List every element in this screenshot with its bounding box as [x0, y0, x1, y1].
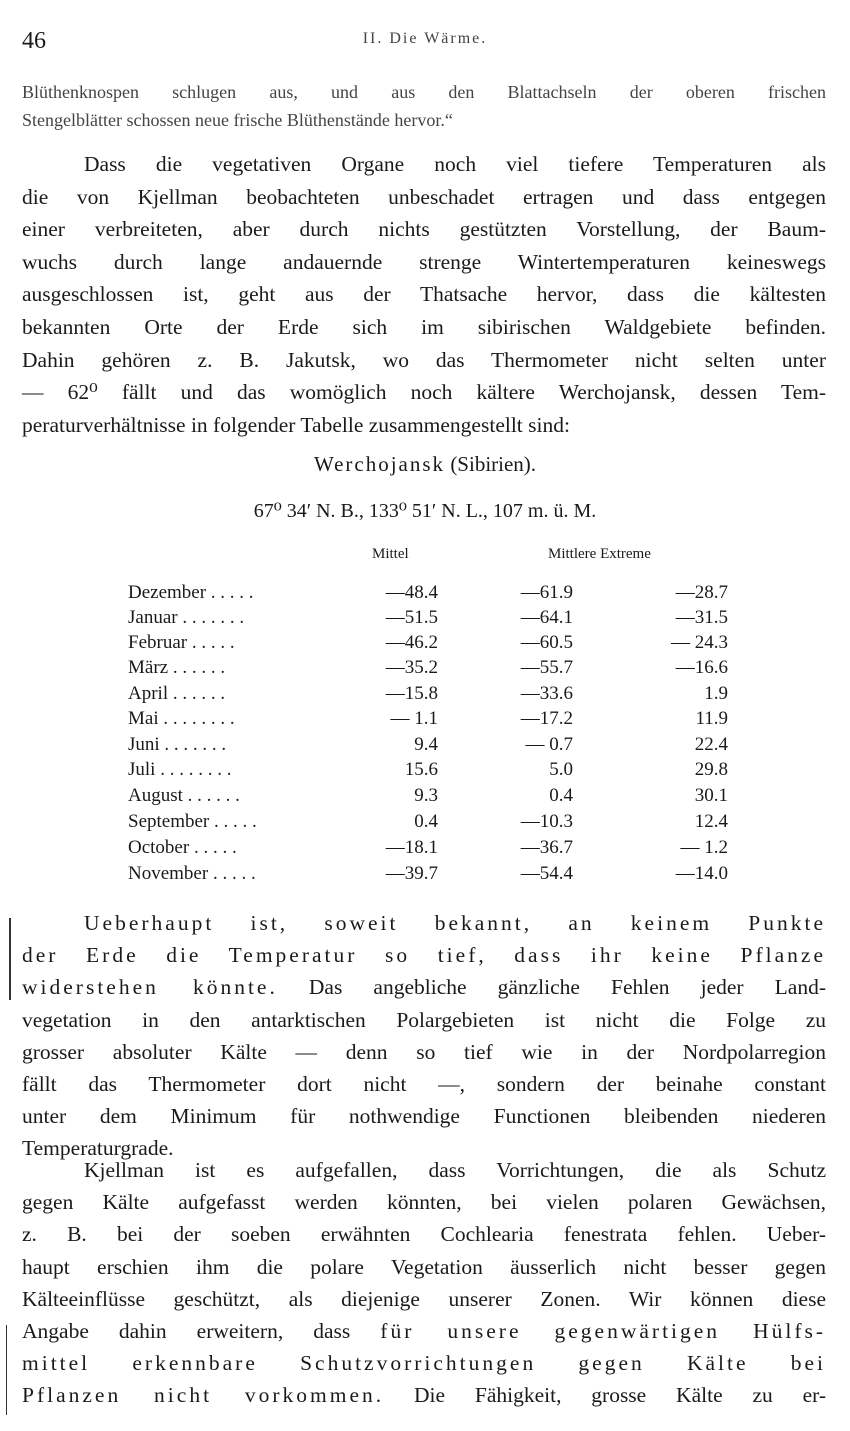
- max-cell: 11.9: [695, 708, 728, 729]
- paragraph-1: [22, 148, 826, 441]
- min-cell: —55.7: [520, 657, 573, 678]
- quote-tail: [22, 78, 826, 134]
- text-line: grosser absoluter Kälte — denn so tief wie in der Nordpolarregion: [22, 1039, 826, 1064]
- max-cell: 29.8: [694, 759, 728, 780]
- text-line: [22, 1379, 826, 1411]
- text-line: wuchs durch lange andauernde strenge Wintertemperaturen keineswegs: [22, 249, 826, 274]
- min-cell: —61.9: [520, 582, 573, 603]
- margin-mark: [9, 918, 11, 1000]
- month-cell: Juni . . . . . . .: [128, 734, 227, 755]
- max-cell: —16.6: [675, 657, 728, 678]
- min-cell: — 0.7: [525, 734, 573, 755]
- mean-cell: —48.4: [385, 582, 438, 603]
- text-line: gegen Kälte aufgefasst werden könnten, bei vielen polaren Gewächsen,: [22, 1190, 826, 1215]
- text-line: [22, 148, 826, 181]
- text-line: [22, 907, 826, 939]
- table-row: [128, 582, 728, 607]
- min-cell: —54.4: [520, 863, 573, 884]
- spaced-text: Ueberhaupt ist, soweit bekannt, an keinem Punkte: [84, 911, 826, 935]
- table-row: [128, 785, 728, 810]
- mean-cell: —46.2: [385, 632, 438, 653]
- mean-cell: —15.8: [385, 683, 438, 704]
- max-cell: 12.4: [694, 811, 728, 832]
- running-head: II. Die Wärme.: [362, 30, 488, 47]
- text-span: Dass die vegetativen Organe noch viel tiefere Temperaturen als: [84, 152, 826, 176]
- mean-cell: 9.3: [414, 785, 438, 806]
- max-cell: 22.4: [694, 734, 728, 755]
- text-line: einer verbreiteten, aber durch nichts gestützten Vorstellung, der Baum-: [22, 217, 826, 242]
- max-cell: —14.0: [675, 863, 728, 884]
- min-cell: —17.2: [520, 708, 573, 729]
- text-line: haupt erschien ihm die polare Vegetation äusserlich nicht besser gegen: [22, 1254, 826, 1279]
- text-line: die von Kjellman beobachteten unbeschadet ertragen und dass entgegen: [22, 184, 826, 209]
- mean-cell: —35.2: [385, 657, 438, 678]
- table-row: [128, 708, 728, 733]
- text-line: — 62⁰ fällt und das womöglich noch kältere Werchojansk, dessen Tem-: [22, 380, 826, 405]
- max-cell: —31.5: [675, 607, 728, 628]
- text-line: Dahin gehören z. B. Jakutsk, wo das Thermometer nicht selten unter: [22, 347, 826, 372]
- text-line: mittel erkennbare Schutzvorrichtungen gegen Kälte bei: [22, 1351, 826, 1376]
- table-row: [128, 837, 728, 862]
- max-cell: 30.1: [694, 785, 728, 806]
- text-span: Kjellman ist es aufgefallen, dass Vorrichtungen, die als Schutz: [84, 1158, 826, 1182]
- month-cell: September . . . . .: [128, 811, 257, 832]
- max-cell: 1.9: [704, 683, 728, 704]
- table-coordinates: 67⁰ 34′ N. B., 133⁰ 51′ N. L., 107 m. ü. M.: [253, 500, 597, 522]
- text-line: Stengelblätter schossen neue frische Blüthenstände hervor.“: [22, 110, 453, 130]
- text-line: [22, 1154, 826, 1186]
- table-row: [128, 657, 728, 682]
- min-cell: —64.1: [520, 607, 573, 628]
- table-row: [128, 683, 728, 708]
- table-row: [128, 734, 728, 759]
- table-row: [128, 811, 728, 836]
- text-line: z. B. bei der soeben erwähnten Cochlearia fenestrata fehlen. Ueber-: [22, 1222, 826, 1247]
- month-cell: Juli . . . . . . . .: [128, 759, 232, 780]
- text-span: Das angebliche gänzliche Fehlen jeder Land-: [277, 975, 826, 1000]
- table-title-region: (Sibirien).: [450, 452, 537, 476]
- mean-cell: —39.7: [385, 863, 438, 884]
- text-line: der Erde die Temperatur so tief, dass ihr keine Pflanze: [22, 943, 826, 968]
- max-cell: — 24.3: [671, 632, 728, 653]
- paragraph-2: [22, 907, 826, 1165]
- paragraph-3: [22, 1154, 826, 1412]
- min-cell: —10.3: [520, 811, 573, 832]
- min-cell: —33.6: [520, 683, 573, 704]
- column-header-extreme: Mittlere Extreme: [548, 546, 651, 562]
- mean-cell: — 1.1: [390, 708, 438, 729]
- text-line: [22, 971, 826, 1003]
- month-cell: März . . . . . .: [128, 657, 226, 678]
- mean-cell: —18.1: [385, 837, 438, 858]
- mean-cell: 9.4: [414, 734, 438, 755]
- min-cell: —36.7: [520, 837, 573, 858]
- text-line: fällt das Thermometer dort nicht —, sondern der beinahe constant: [22, 1072, 826, 1097]
- spaced-text: für unsere gegenwärtigen Hülfs-: [380, 1319, 827, 1344]
- text-line: [22, 1315, 826, 1347]
- mean-cell: 0.4: [414, 811, 438, 832]
- min-cell: —60.5: [520, 632, 573, 653]
- text-line: ausgeschlossen ist, geht aus der Thatsache hervor, dass die kältesten: [22, 282, 826, 307]
- text-line: Blüthenknospen schlugen aus, und aus den Blattachseln der oberen frischen: [22, 82, 826, 102]
- min-cell: 5.0: [549, 759, 573, 780]
- mean-cell: —51.5: [385, 607, 438, 628]
- column-header-mittel: Mittel: [372, 546, 409, 562]
- mean-cell: 15.6: [404, 759, 438, 780]
- max-cell: — 1.2: [680, 837, 728, 858]
- max-cell: —28.7: [675, 582, 728, 603]
- table-row: [128, 863, 728, 888]
- month-cell: Mai . . . . . . . .: [128, 708, 235, 729]
- month-cell: Februar . . . . .: [128, 632, 235, 653]
- min-cell: 0.4: [549, 785, 573, 806]
- month-cell: April . . . . . .: [128, 683, 226, 704]
- text-line: unter dem Minimum für nothwendige Functionen bleibenden niederen: [22, 1104, 826, 1129]
- spaced-text: widerstehen könnte.: [22, 975, 278, 1000]
- spaced-text: Pflanzen nicht vorkommen.: [22, 1383, 385, 1408]
- table-row: [128, 632, 728, 657]
- text-line: peraturverhältnisse in folgender Tabelle zusammengestellt sind:: [22, 412, 570, 437]
- text-line: Kälteeinflüsse geschützt, als diejenige unserer Zonen. Wir können diese: [22, 1286, 826, 1311]
- table-row: [128, 759, 728, 784]
- month-cell: Januar . . . . . . .: [128, 607, 245, 628]
- margin-mark: [6, 1325, 7, 1415]
- text-line: bekannten Orte der Erde sich im sibirischen Waldgebiete befinden.: [22, 314, 826, 339]
- text-line: Temperaturgrade.: [22, 1136, 174, 1161]
- table-title-place: Werchojansk: [313, 452, 446, 476]
- month-cell: October . . . . .: [128, 837, 237, 858]
- text-span: Die Fähigkeit, grosse Kälte zu er-: [384, 1383, 826, 1408]
- table-row: [128, 607, 728, 632]
- month-cell: August . . . . . .: [128, 785, 240, 806]
- month-cell: Dezember . . . . .: [128, 582, 254, 603]
- month-cell: November . . . . .: [128, 863, 256, 884]
- text-line: vegetation in den antarktischen Polargebieten ist nicht die Folge zu: [22, 1007, 826, 1032]
- table-title: [0, 452, 850, 477]
- text-span: Angabe dahin erweitern, dass: [22, 1319, 381, 1344]
- page-number: 46: [22, 28, 46, 54]
